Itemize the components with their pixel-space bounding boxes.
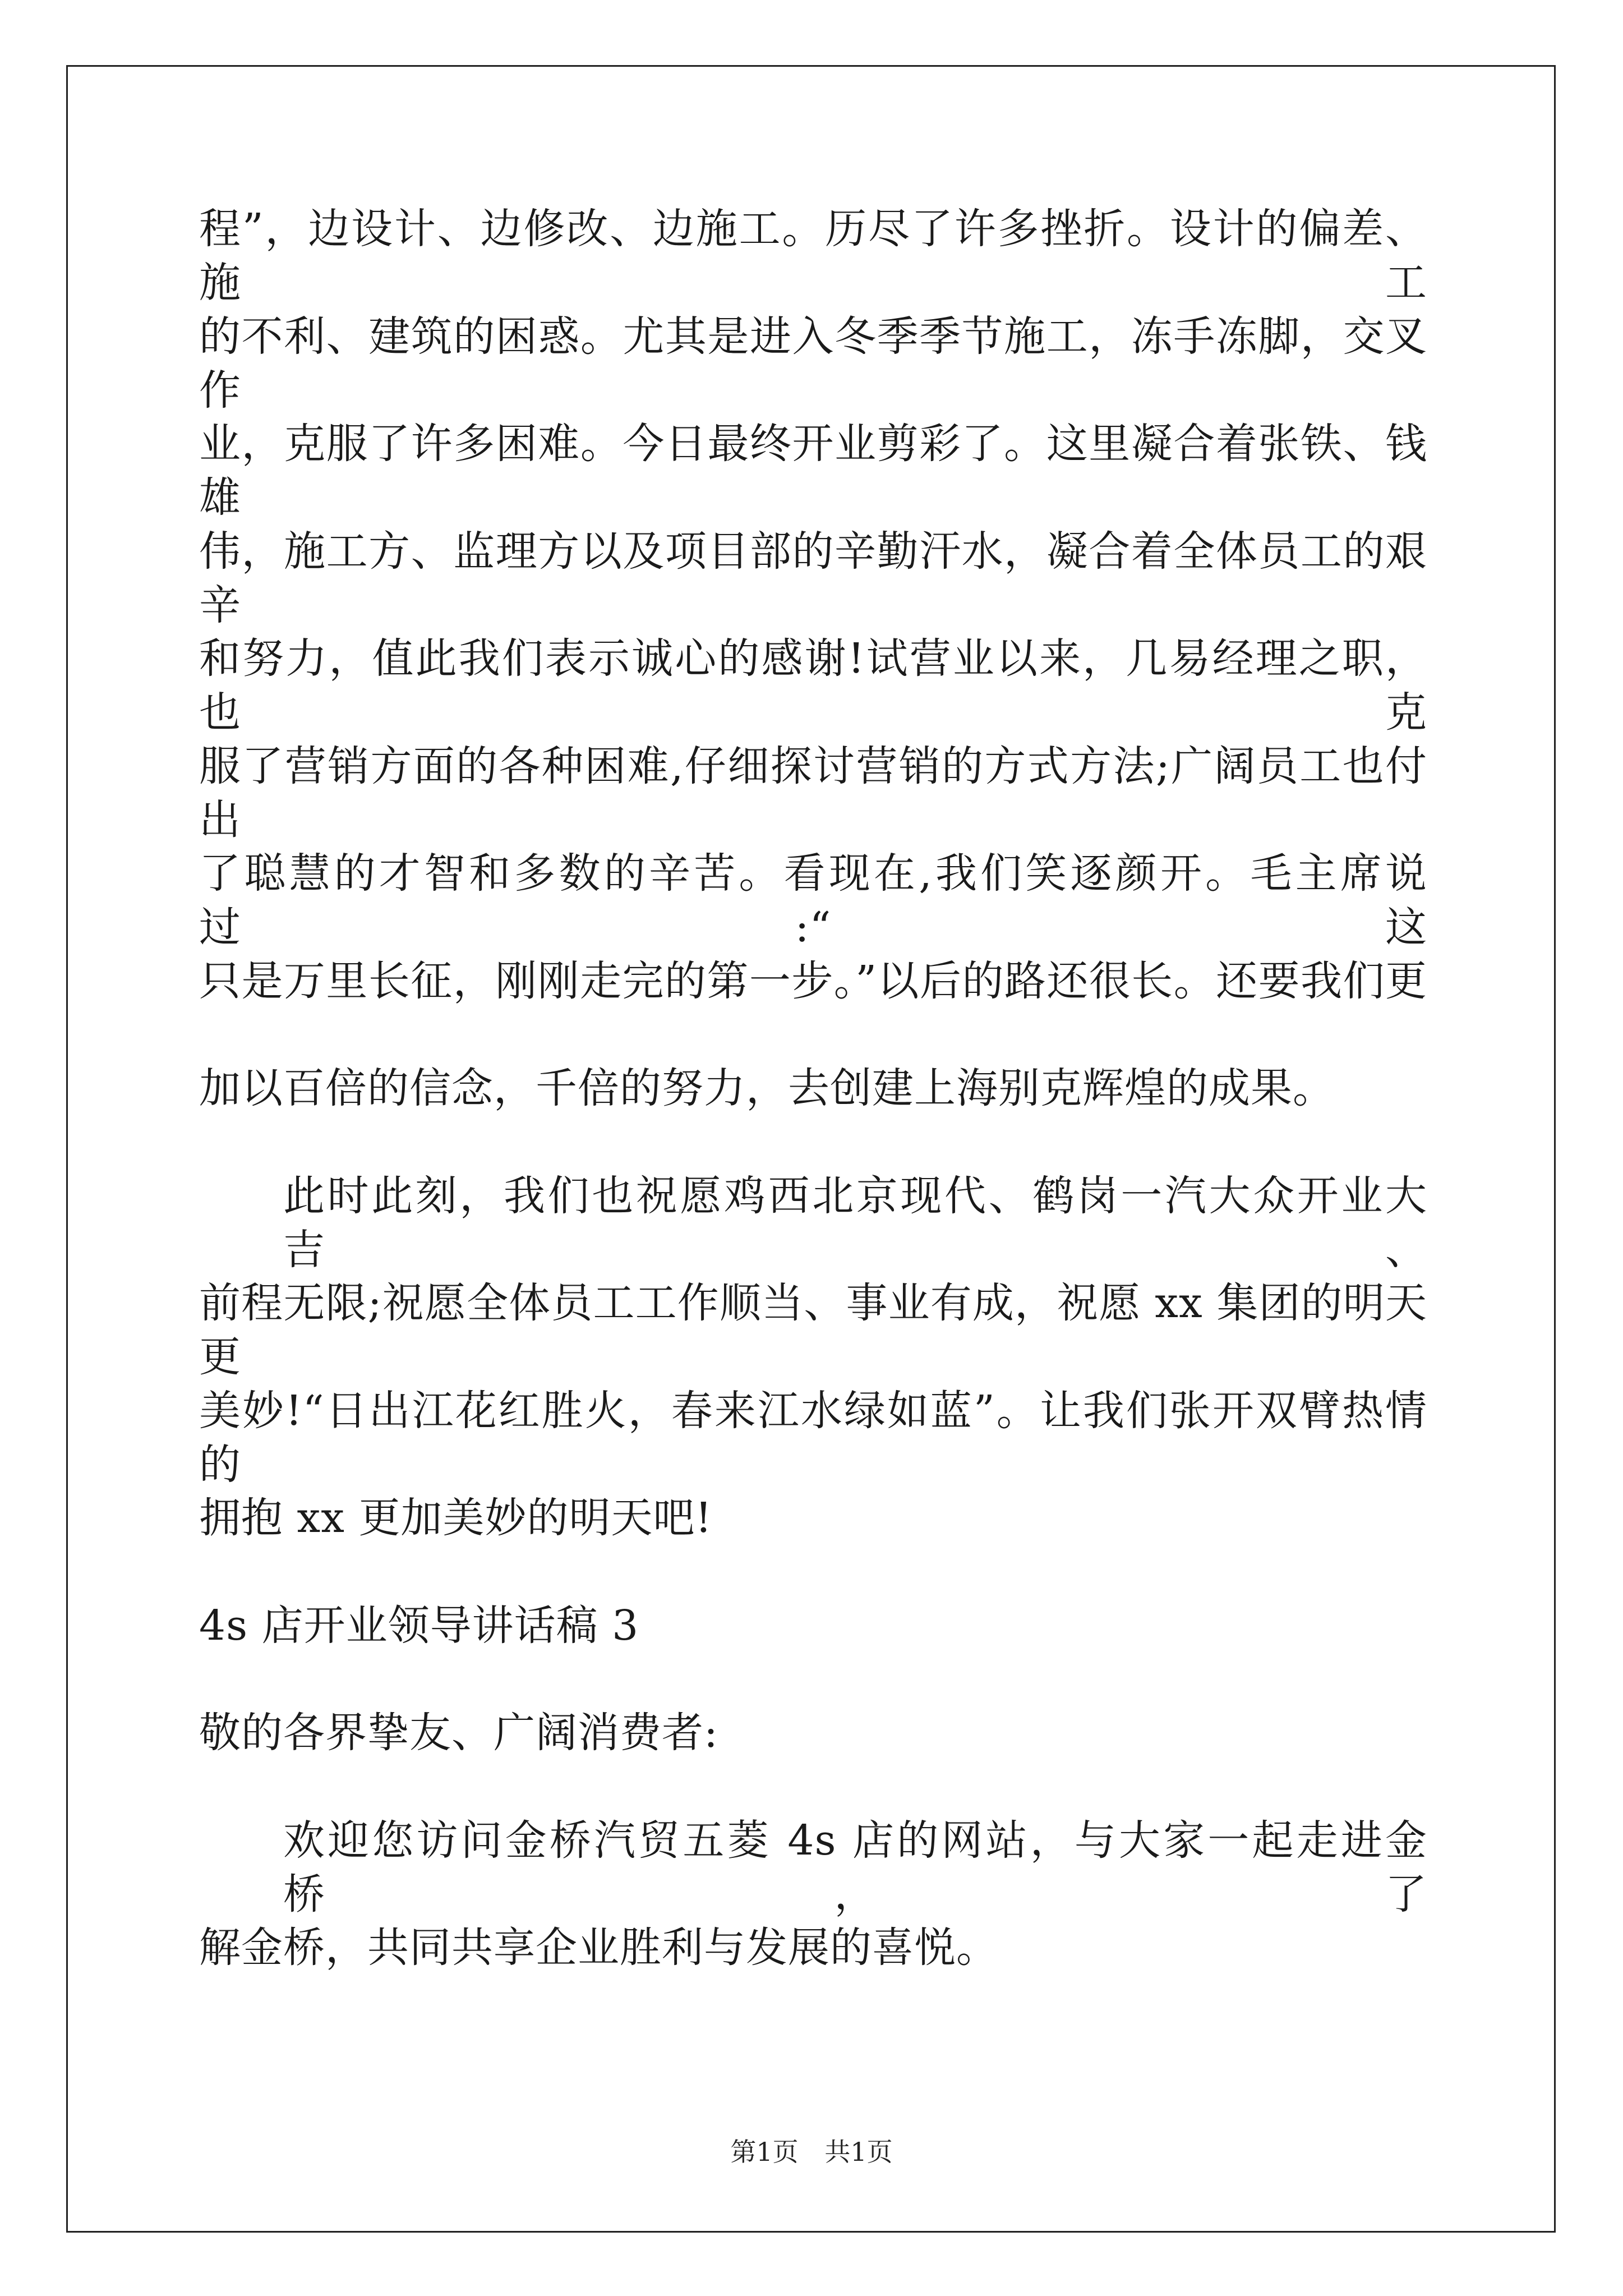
- text-line: 加以百倍的信念，千倍的努力，去创建上海别克辉煌的成果。: [199, 1064, 1335, 1112]
- section-heading: 4s 店开业领导讲话稿 3: [199, 1601, 639, 1650]
- page-footer: [0, 2136, 1623, 2168]
- text-line: 服了营销方面的各种困难,仔细探讨营销的方式方法;广阔员工也付出: [199, 742, 1427, 844]
- text-line: 程”，边设计、边修改、边施工。历尽了许多挫折。设计的偏差、施工: [199, 205, 1427, 307]
- text-line: 业，克服了许多困难。今日最终开业剪彩了。这里凝合着张铁、钱雄: [199, 420, 1427, 522]
- salutation: 敬的各界挚友、广阔消费者:: [199, 1709, 718, 1757]
- text-line: 了聪慧的才智和多数的辛苦。看现在,我们笑逐颜开。毛主席说过:“这: [199, 849, 1427, 951]
- text-line: 的不利、建筑的困惑。尤其是进入冬季季节施工，冻手冻脚，交叉作: [199, 312, 1427, 415]
- text-line: 前程无限;祝愿全体员工工作顺当、事业有成，祝愿 xx 集团的明天更: [199, 1279, 1427, 1381]
- document-body: [199, 202, 1427, 2028]
- text-line: 伟，施工方、监理方以及项目部的辛勤汗水，凝合着全体员工的艰辛: [199, 527, 1427, 629]
- text-line: 只是万里长征，刚刚走完的第一步。”以后的路还很长。还要我们更: [199, 956, 1427, 1005]
- text-line: 解金桥，共同共享企业胜利与发展的喜悦。: [199, 1924, 998, 1972]
- text-line: 美妙!“日出江花红胜火，春来江水绿如蓝”。让我们张开双臂热情的: [199, 1386, 1427, 1489]
- text-line: 拥抱 xx 更加美妙的明天吧!: [199, 1494, 713, 1542]
- page-total: 共1页: [824, 2137, 893, 2167]
- page-number: 第1页: [730, 2137, 799, 2167]
- paragraph-first-line: 此时此刻，我们也祝愿鸡西北京现代、鹤岗一汽大众开业大吉、: [283, 1171, 1427, 1274]
- text-line: 和努力，值此我们表示诚心的感谢!试营业以来，几易经理之职，也克: [199, 634, 1427, 737]
- paragraph-first-line: 欢迎您访问金桥汽贸五菱 4s 店的网站，与大家一起走进金桥，了: [283, 1816, 1427, 1918]
